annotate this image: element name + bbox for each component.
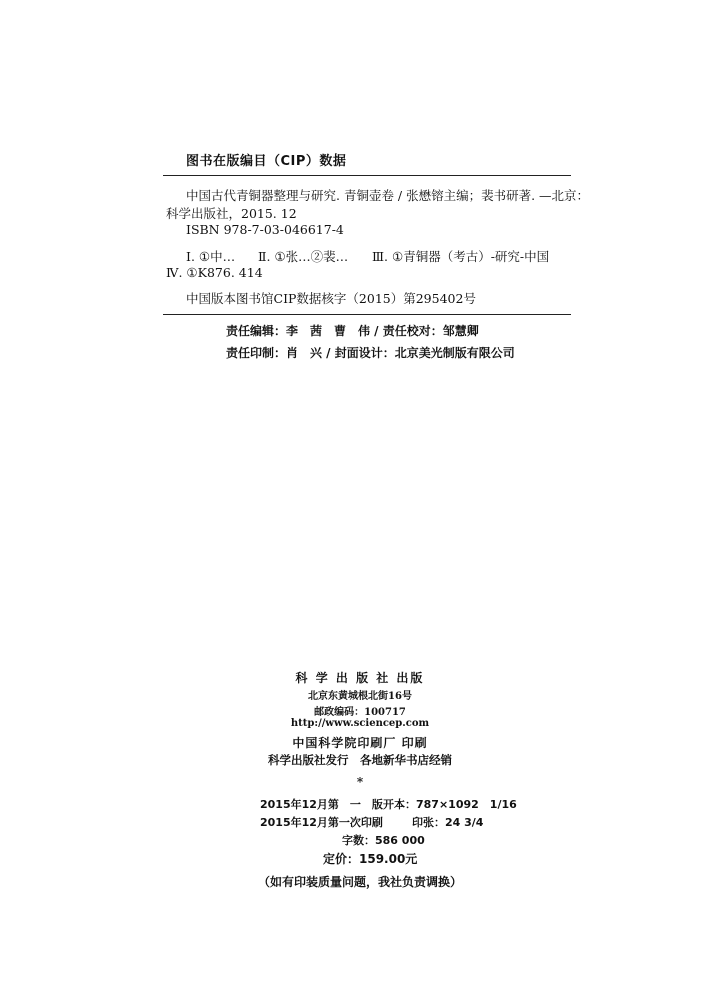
spec-edition: 2015年12月第 一 版: [260, 798, 383, 811]
staff-editors: 责任编辑：李 茜 曹 伟 / 责任校对：邹慧卿: [226, 324, 479, 338]
cip-top-rule: [163, 175, 571, 176]
colophon-address: 北京东黄城根北街16号: [308, 691, 412, 702]
cip-class-1: Ⅰ. ①中…: [186, 249, 236, 264]
cip-class-2: Ⅱ. ①张…②裴…: [258, 249, 349, 264]
spec-format: 开本：787×1092 1/16: [383, 798, 517, 811]
cip-title-line: 中国古代青铜器整理与研究. 青铜壶卷 / 张懋镕主编；裴书研著. —北京：: [186, 188, 590, 203]
colophon-url: http://www.sciencep.com: [290, 718, 430, 729]
cip-class-3: Ⅲ. ①青铜器（考古）-研究-中国: [372, 249, 550, 264]
cip-isbn: ISBN 978-7-03-046617-4: [186, 222, 344, 237]
cip-bottom-rule: [163, 314, 571, 315]
colophon-distribution: 科学出版社发行 各地新华书店经销: [268, 753, 452, 767]
spec-words: 字数：586 000: [342, 834, 425, 847]
colophon-separator: *: [356, 775, 364, 789]
colophon-note: （如有印装质量问题，我社负责调换）: [257, 875, 462, 889]
cip-number: 中国版本图书馆CIP数据核字（2015）第295402号: [186, 291, 476, 306]
spec-printing: 2015年12月第一次印刷: [260, 816, 383, 829]
colophon-printer: 中国科学院印刷厂 印刷: [292, 736, 428, 750]
cip-publisher-line: 科学出版社，2015. 12: [166, 206, 297, 221]
staff-print-design: 责任印制：肖 兴 / 封面设计：北京美光制版有限公司: [226, 346, 515, 360]
colophon-publisher: 科 学 出 版 社 出版: [295, 671, 425, 685]
colophon-zip: 邮政编码：100717: [314, 707, 406, 718]
spec-sheets: 印张：24 3/4: [412, 816, 484, 829]
spec-price: 定价：159.00元: [323, 852, 418, 866]
cip-heading: 图书在版编目（CIP）数据: [186, 154, 347, 169]
cip-class-4: Ⅳ. ①K876. 414: [166, 265, 263, 280]
